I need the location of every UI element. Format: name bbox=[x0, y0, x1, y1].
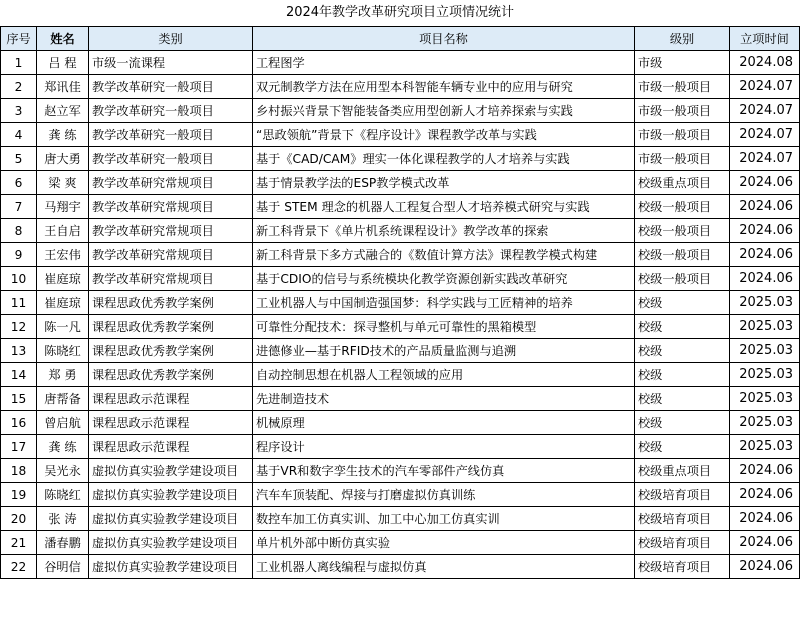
cell-project: 程序设计 bbox=[253, 435, 635, 459]
cell-level: 市级一般项目 bbox=[635, 123, 730, 147]
cell-level: 市级 bbox=[635, 51, 730, 75]
cell-time: 2025.03 bbox=[730, 411, 800, 435]
cell-no: 21 bbox=[1, 531, 37, 555]
cell-category: 教学改革研究一般项目 bbox=[89, 75, 253, 99]
cell-time: 2024.07 bbox=[730, 123, 800, 147]
cell-no: 1 bbox=[1, 51, 37, 75]
cell-time: 2025.03 bbox=[730, 291, 800, 315]
cell-time: 2024.07 bbox=[730, 75, 800, 99]
cell-name: 龚 练 bbox=[37, 123, 89, 147]
cell-no: 6 bbox=[1, 171, 37, 195]
cell-no: 20 bbox=[1, 507, 37, 531]
cell-project: 自动控制思想在机器人工程领域的应用 bbox=[253, 363, 635, 387]
cell-level: 市级一般项目 bbox=[635, 147, 730, 171]
header-row bbox=[1, 27, 800, 51]
cell-project: 新工科背景下多方式融合的《数值计算方法》课程教学模式构建 bbox=[253, 243, 635, 267]
cell-category: 课程思政优秀教学案例 bbox=[89, 339, 253, 363]
cell-category: 教学改革研究常规项目 bbox=[89, 171, 253, 195]
table-row bbox=[1, 123, 800, 147]
cell-project: 汽车车顶装配、焊接与打磨虚拟仿真训练 bbox=[253, 483, 635, 507]
cell-time: 2024.07 bbox=[730, 147, 800, 171]
cell-no: 14 bbox=[1, 363, 37, 387]
cell-time: 2024.06 bbox=[730, 483, 800, 507]
header-time: 立项时间 bbox=[730, 27, 800, 51]
cell-name: 潘春鹏 bbox=[37, 531, 89, 555]
cell-project: 可靠性分配技术：探寻整机与单元可靠性的黑箱模型 bbox=[253, 315, 635, 339]
cell-level: 校级 bbox=[635, 411, 730, 435]
cell-time: 2025.03 bbox=[730, 315, 800, 339]
cell-project: 基于CDIO的信号与系统模块化教学资源创新实践改革研究 bbox=[253, 267, 635, 291]
cell-project: 乡村振兴背景下智能装备类应用型创新人才培养探索与实践 bbox=[253, 99, 635, 123]
cell-category: 教学改革研究常规项目 bbox=[89, 267, 253, 291]
cell-category: 市级一流课程 bbox=[89, 51, 253, 75]
cell-time: 2025.03 bbox=[730, 435, 800, 459]
cell-level: 市级一般项目 bbox=[635, 99, 730, 123]
cell-project: 新工科背景下《单片机系统课程设计》教学改革的探索 bbox=[253, 219, 635, 243]
cell-name: 吴光永 bbox=[37, 459, 89, 483]
cell-no: 18 bbox=[1, 459, 37, 483]
cell-time: 2025.03 bbox=[730, 363, 800, 387]
cell-project: 工业机器人与中国制造强国梦：科学实践与工匠精神的培养 bbox=[253, 291, 635, 315]
cell-level: 校级一般项目 bbox=[635, 195, 730, 219]
cell-level: 校级重点项目 bbox=[635, 459, 730, 483]
cell-level: 校级重点项目 bbox=[635, 171, 730, 195]
cell-name: 郑讯佳 bbox=[37, 75, 89, 99]
cell-category: 教学改革研究常规项目 bbox=[89, 219, 253, 243]
cell-name: 曾启航 bbox=[37, 411, 89, 435]
cell-category: 虚拟仿真实验教学建设项目 bbox=[89, 483, 253, 507]
table-row bbox=[1, 387, 800, 411]
cell-no: 3 bbox=[1, 99, 37, 123]
cell-level: 市级一般项目 bbox=[635, 75, 730, 99]
cell-name: 王自启 bbox=[37, 219, 89, 243]
table-row bbox=[1, 555, 800, 579]
cell-category: 课程思政示范课程 bbox=[89, 387, 253, 411]
cell-level: 校级培育项目 bbox=[635, 483, 730, 507]
cell-project: 双元制教学方法在应用型本科智能车辆专业中的应用与研究 bbox=[253, 75, 635, 99]
cell-category: 课程思政优秀教学案例 bbox=[89, 315, 253, 339]
cell-category: 教学改革研究一般项目 bbox=[89, 99, 253, 123]
cell-level: 校级 bbox=[635, 363, 730, 387]
cell-project: 基于情景教学法的ESP教学模式改革 bbox=[253, 171, 635, 195]
cell-name: 吕 程 bbox=[37, 51, 89, 75]
cell-name: 赵立军 bbox=[37, 99, 89, 123]
cell-name: 唐帮备 bbox=[37, 387, 89, 411]
cell-name: 崔庭琼 bbox=[37, 267, 89, 291]
cell-project: 进德修业—基于RFID技术的产品质量监测与追溯 bbox=[253, 339, 635, 363]
header-no: 序号 bbox=[1, 27, 37, 51]
header-project: 项目名称 bbox=[253, 27, 635, 51]
table-row bbox=[1, 99, 800, 123]
table-row bbox=[1, 291, 800, 315]
cell-name: 唐大勇 bbox=[37, 147, 89, 171]
cell-no: 12 bbox=[1, 315, 37, 339]
cell-project: 工业机器人离线编程与虚拟仿真 bbox=[253, 555, 635, 579]
cell-name: 谷明信 bbox=[37, 555, 89, 579]
cell-no: 17 bbox=[1, 435, 37, 459]
cell-level: 校级 bbox=[635, 291, 730, 315]
cell-no: 15 bbox=[1, 387, 37, 411]
cell-category: 课程思政示范课程 bbox=[89, 411, 253, 435]
cell-level: 校级 bbox=[635, 315, 730, 339]
cell-time: 2024.07 bbox=[730, 99, 800, 123]
cell-project: 工程图学 bbox=[253, 51, 635, 75]
cell-no: 19 bbox=[1, 483, 37, 507]
table-title: 2024年教学改革研究项目立项情况统计 bbox=[285, 5, 515, 20]
cell-level: 校级一般项目 bbox=[635, 267, 730, 291]
table-row bbox=[1, 483, 800, 507]
cell-name: 张 涛 bbox=[37, 507, 89, 531]
cell-time: 2024.06 bbox=[730, 267, 800, 291]
cell-no: 5 bbox=[1, 147, 37, 171]
cell-project: 数控车加工仿真实训、加工中心加工仿真实训 bbox=[253, 507, 635, 531]
header-category: 类别 bbox=[89, 27, 253, 51]
cell-category: 虚拟仿真实验教学建设项目 bbox=[89, 507, 253, 531]
cell-project: 先进制造技术 bbox=[253, 387, 635, 411]
table-row bbox=[1, 75, 800, 99]
cell-time: 2024.06 bbox=[730, 531, 800, 555]
cell-name: 龚 练 bbox=[37, 435, 89, 459]
cell-level: 校级 bbox=[635, 435, 730, 459]
cell-level: 校级一般项目 bbox=[635, 219, 730, 243]
cell-time: 2024.06 bbox=[730, 459, 800, 483]
cell-time: 2024.06 bbox=[730, 171, 800, 195]
cell-level: 校级培育项目 bbox=[635, 555, 730, 579]
cell-no: 16 bbox=[1, 411, 37, 435]
cell-project: “思政领航”背景下《程序设计》课程教学改革与实践 bbox=[253, 123, 635, 147]
table-row bbox=[1, 147, 800, 171]
cell-level: 校级培育项目 bbox=[635, 507, 730, 531]
cell-name: 陈晓红 bbox=[37, 339, 89, 363]
cell-no: 8 bbox=[1, 219, 37, 243]
table-row bbox=[1, 459, 800, 483]
cell-category: 教学改革研究常规项目 bbox=[89, 195, 253, 219]
project-table bbox=[0, 26, 800, 579]
cell-category: 教学改革研究一般项目 bbox=[89, 123, 253, 147]
cell-project: 基于《CAD/CAM》理实一体化课程教学的人才培养与实践 bbox=[253, 147, 635, 171]
cell-time: 2024.06 bbox=[730, 195, 800, 219]
cell-category: 虚拟仿真实验教学建设项目 bbox=[89, 459, 253, 483]
cell-level: 校级一般项目 bbox=[635, 243, 730, 267]
cell-name: 陈晓红 bbox=[37, 483, 89, 507]
cell-no: 22 bbox=[1, 555, 37, 579]
cell-time: 2025.03 bbox=[730, 387, 800, 411]
table-row bbox=[1, 171, 800, 195]
table-row bbox=[1, 339, 800, 363]
cell-category: 教学改革研究一般项目 bbox=[89, 147, 253, 171]
table-row bbox=[1, 363, 800, 387]
cell-no: 10 bbox=[1, 267, 37, 291]
cell-category: 教学改革研究常规项目 bbox=[89, 243, 253, 267]
cell-name: 陈一凡 bbox=[37, 315, 89, 339]
cell-no: 2 bbox=[1, 75, 37, 99]
table-row bbox=[1, 435, 800, 459]
table-row bbox=[1, 315, 800, 339]
table-row bbox=[1, 195, 800, 219]
table-row bbox=[1, 411, 800, 435]
header-name: 姓名 bbox=[37, 27, 89, 51]
table-row bbox=[1, 243, 800, 267]
table-row bbox=[1, 267, 800, 291]
cell-name: 王宏伟 bbox=[37, 243, 89, 267]
cell-time: 2024.06 bbox=[730, 555, 800, 579]
cell-name: 梁 爽 bbox=[37, 171, 89, 195]
table-row bbox=[1, 51, 800, 75]
table-row bbox=[1, 507, 800, 531]
cell-project: 单片机外部中断仿真实验 bbox=[253, 531, 635, 555]
cell-no: 7 bbox=[1, 195, 37, 219]
cell-category: 课程思政优秀教学案例 bbox=[89, 291, 253, 315]
cell-category: 虚拟仿真实验教学建设项目 bbox=[89, 531, 253, 555]
cell-project: 基于 STEM 理念的机器人工程复合型人才培养模式研究与实践 bbox=[253, 195, 635, 219]
cell-time: 2024.08 bbox=[730, 51, 800, 75]
cell-no: 4 bbox=[1, 123, 37, 147]
table-body bbox=[1, 51, 800, 579]
cell-no: 13 bbox=[1, 339, 37, 363]
cell-project: 机械原理 bbox=[253, 411, 635, 435]
cell-project: 基于VR和数字孪生技术的汽车零部件产线仿真 bbox=[253, 459, 635, 483]
cell-name: 马翔宇 bbox=[37, 195, 89, 219]
cell-time: 2024.06 bbox=[730, 243, 800, 267]
cell-no: 9 bbox=[1, 243, 37, 267]
cell-level: 校级 bbox=[635, 339, 730, 363]
cell-category: 课程思政示范课程 bbox=[89, 435, 253, 459]
table-row bbox=[1, 219, 800, 243]
table-row bbox=[1, 531, 800, 555]
cell-no: 11 bbox=[1, 291, 37, 315]
cell-category: 虚拟仿真实验教学建设项目 bbox=[89, 555, 253, 579]
cell-level: 校级培育项目 bbox=[635, 531, 730, 555]
cell-time: 2025.03 bbox=[730, 339, 800, 363]
cell-level: 校级 bbox=[635, 387, 730, 411]
cell-name: 崔庭琼 bbox=[37, 291, 89, 315]
cell-time: 2024.06 bbox=[730, 507, 800, 531]
cell-category: 课程思政优秀教学案例 bbox=[89, 363, 253, 387]
cell-time: 2024.06 bbox=[730, 219, 800, 243]
cell-name: 郑 勇 bbox=[37, 363, 89, 387]
header-level: 级别 bbox=[635, 27, 730, 51]
